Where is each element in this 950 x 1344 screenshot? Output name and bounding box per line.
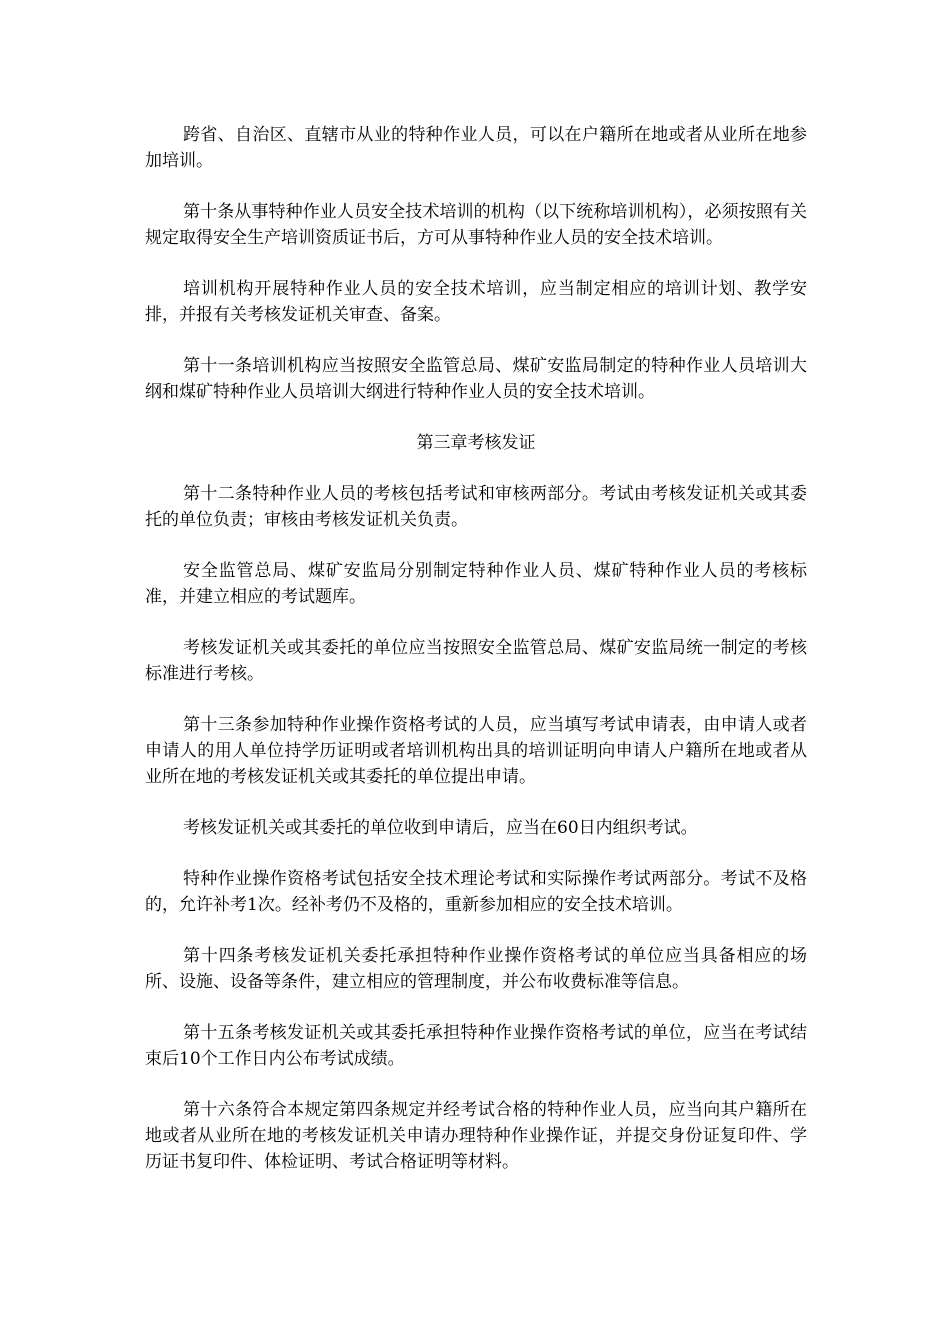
paragraph-article-14: 第十四条考核发证机关委托承担特种作业操作资格考试的单位应当具备相应的场所、设施、设备等条件，建立相应的管理制度，并公布收费标准等信息。 [145, 946, 807, 992]
paragraph-article-16: 第十六条符合本规定第四条规定并经考试合格的特种作业人员，应当向其户籍所在地或者从业所在地的考核发证机关申请办理特种作业操作证，并提交身份证复印件、学历证书复印件、体检证明、考试合格证明等材料。 [145, 1100, 807, 1172]
chapter-heading: 第三章考核发证 [416, 433, 536, 453]
paragraph-exam-parts: 特种作业操作资格考试包括安全技术理论考试和实际操作考试两部分。考试不及格的，允许补考1次。经补考仍不及格的，重新参加相应的安全技术培训。 [145, 869, 807, 915]
paragraph-unified-standards: 考核发证机关或其委托的单位应当按照安全监管总局、煤矿安监局统一制定的考核标准进行考核。 [145, 638, 807, 684]
paragraph-article-15: 第十五条考核发证机关或其委托承担特种作业操作资格考试的单位，应当在考试结束后10个工作日内公布考试成绩。 [145, 1023, 807, 1069]
paragraph-cross-province-training: 跨省、自治区、直辖市从业的特种作业人员，可以在户籍所在地或者从业所在地参加培训。 [145, 125, 807, 171]
paragraph-exam-standards: 安全监管总局、煤矿安监局分别制定特种作业人员、煤矿特种作业人员的考核标准，并建立相应的考试题库。 [145, 561, 807, 607]
paragraph-article-12: 第十二条特种作业人员的考核包括考试和审核两部分。考试由考核发证机关或其委托的单位负责；审核由考核发证机关负责。 [145, 484, 807, 530]
paragraph-article-10: 第十条从事特种作业人员安全技术培训的机构（以下统称培训机构），必须按照有关规定取得安全生产培训资质证书后，方可从事特种作业人员的安全技术培训。 [145, 202, 807, 248]
paragraph-article-11: 第十一条培训机构应当按照安全监管总局、煤矿安监局制定的特种作业人员培训大纲和煤矿特种作业人员培训大纲进行特种作业人员的安全技术培训。 [145, 356, 807, 402]
paragraph-exam-within-60-days: 考核发证机关或其委托的单位收到申请后，应当在60日内组织考试。 [183, 818, 698, 838]
paragraph-training-plan: 培训机构开展特种作业人员的安全技术培训，应当制定相应的培训计划、教学安排，并报有关考核发证机关审查、备案。 [145, 279, 807, 325]
paragraph-article-13: 第十三条参加特种作业操作资格考试的人员，应当填写考试申请表，由申请人或者申请人的用人单位持学历证明或者培训机构出具的培训证明向申请人户籍所在地或者从业所在地的考核发证机关或其委托的单位提出申请。 [145, 715, 807, 787]
document-page [145, 122, 807, 1200]
